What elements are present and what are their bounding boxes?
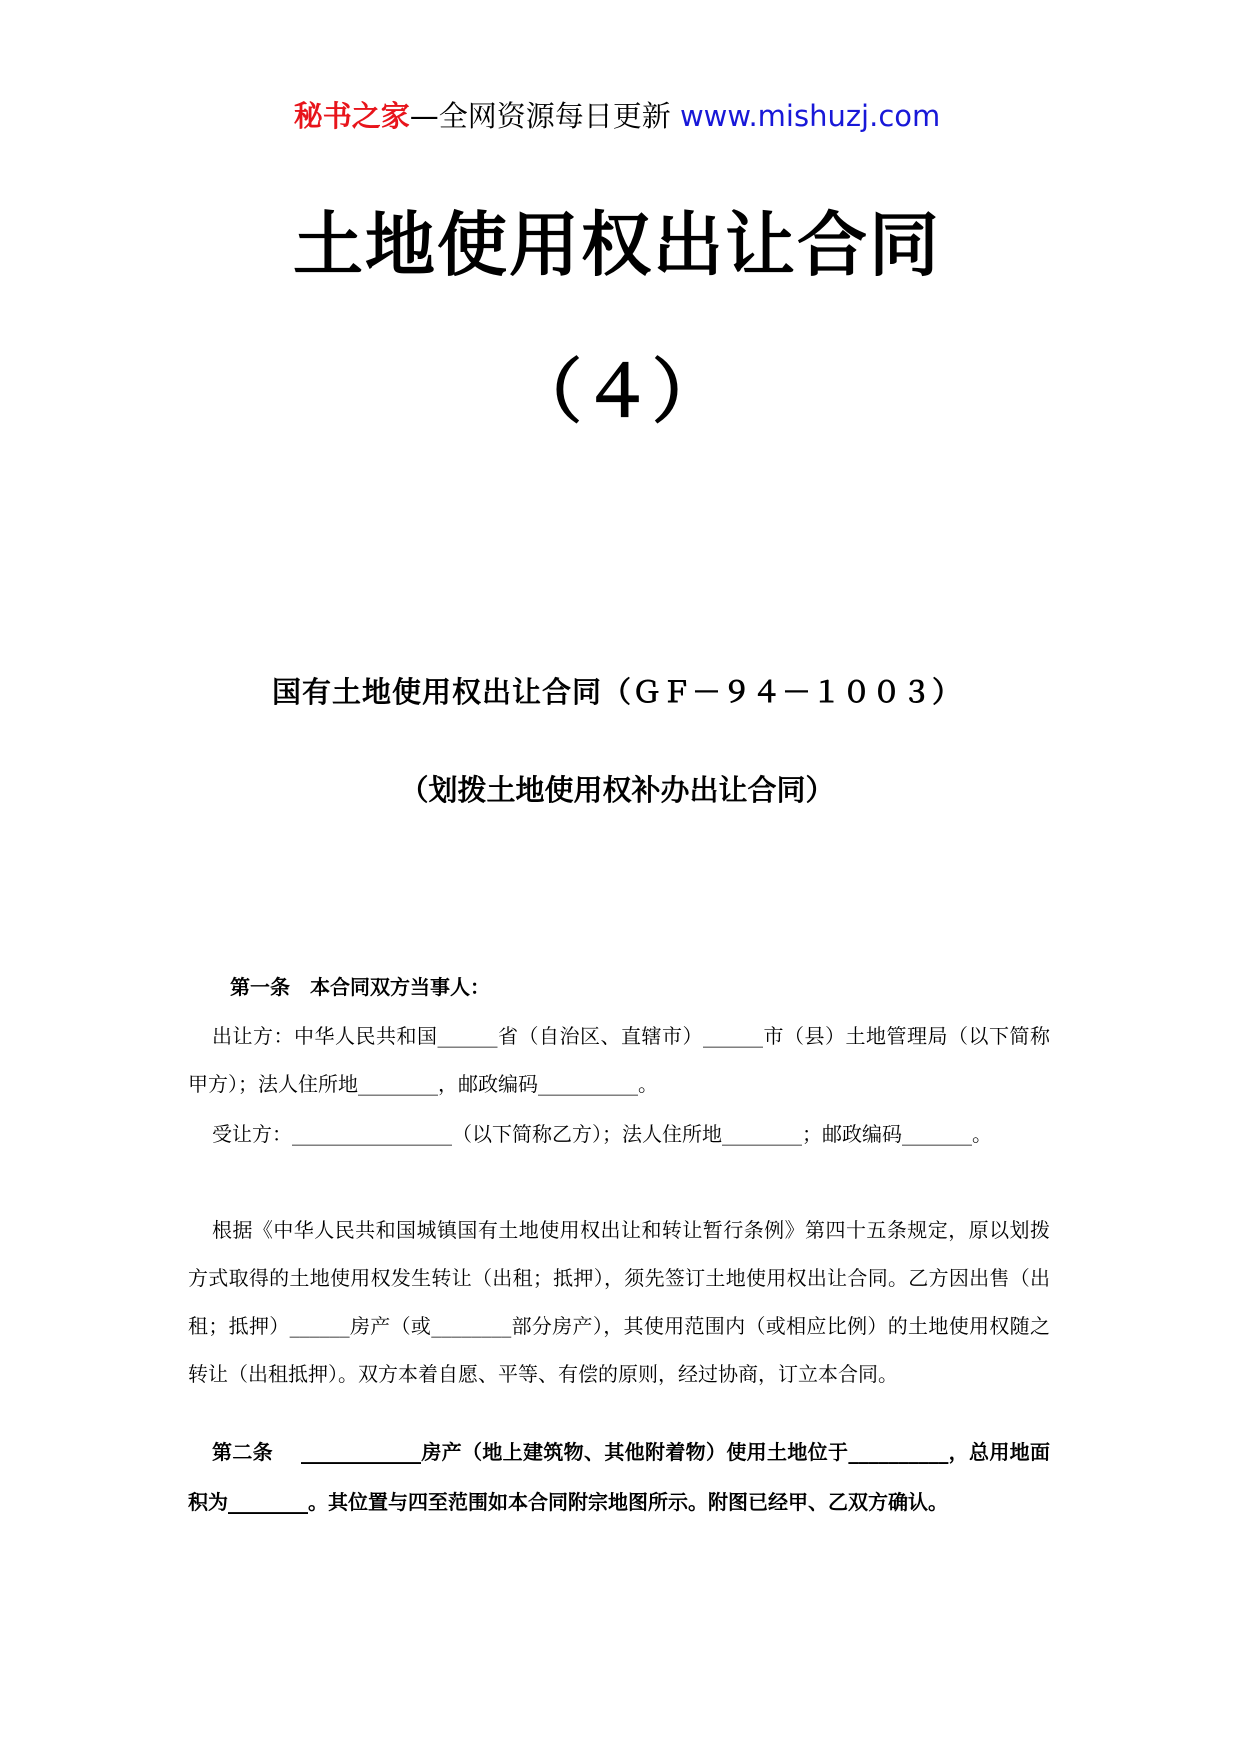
article-2-paragraph [188,1427,1050,1527]
article-2-label: 第二条 [212,1440,273,1464]
document-title: 土地使用权出让合同 [293,204,941,286]
contract-subtitle-secondary: （划拨土地使用权补办出让合同） [399,773,835,807]
article-1-heading: 第一条 本合同双方当事人： [230,975,490,999]
assignee-paragraph: 受让方：________________（以下简称乙方）；法人住所地________；邮政编码_______。 [212,1122,992,1146]
article-2-text: ____________房产（地上建筑物、其他附着物）使用土地位于__________，总用地面积为________。其位置与四至范围如本合同附宗地图所示。附图已经甲、乙双方确认。 [188,1440,1050,1514]
legal-basis-paragraph: 根据《中华人民共和国城镇国有土地使用权出让和转让暂行条例》第四十五条规定，原以划拨方式取得的土地使用权发生转让（出租；抵押），须先签订土地使用权出让合同。乙方因出售（出租；抵押）______房产（或________部分房产），其使用范围内（或相应比例）的土地使用权随之转让（出租抵押）。双方本着自愿、平等、有偿的原则，经过协商，订立本合同。 [188,1218,1050,1386]
assignor-paragraph: 出让方：中华人民共和国______省（自治区、直辖市）______市（县）土地管理局（以下简称甲方）；法人住所地________，邮政编码__________。 [188,1024,1050,1096]
document-number: （４） [512,350,722,433]
site-header [0,98,1234,134]
site-brand: 秘书之家 [293,99,410,133]
site-url-link[interactable]: www.mishuzj.com [679,99,941,133]
contract-subtitle: 国有土地使用权出让合同（ＧＦ－９４－１００３） [271,675,962,709]
site-slogan: —全网资源每日更新 [409,99,680,133]
